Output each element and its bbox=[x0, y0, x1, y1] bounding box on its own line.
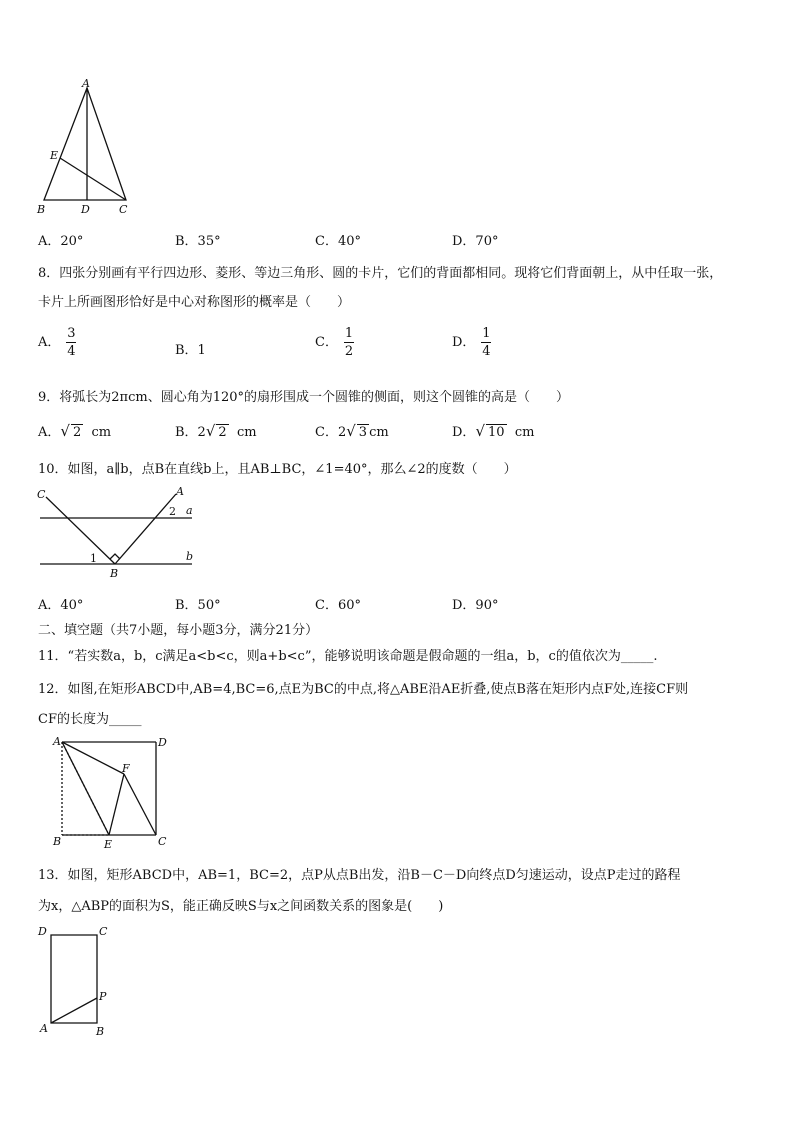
q8-option-d-prefix: D． bbox=[452, 335, 476, 350]
q8-option-c bbox=[315, 326, 354, 359]
label-line-a: a bbox=[186, 504, 193, 517]
q13-text-line1: 13．如图，矩形ABCD中，AB=1，BC=2，点P从点B出发，沿B－C－D向终点D匀速运动，设点P走过的路程 bbox=[38, 868, 681, 883]
label-c: C bbox=[158, 835, 167, 848]
label-a: A bbox=[53, 735, 61, 748]
label-c: C bbox=[37, 488, 46, 501]
q7-option-c: C．40° bbox=[315, 234, 361, 249]
segment-ba bbox=[115, 494, 176, 564]
q8-option-a-numerator: 3 bbox=[67, 326, 76, 341]
q11-text: 11．“若实数a，b，c满足a<b<c，则a+b<c”，能够说明该命题是假命题的一组a，b，c的值依次为_____. bbox=[38, 649, 658, 664]
q8-text-line1: 8．四张分别画有平行四边形、菱形、等边三角形、圆的卡片，它们的背面都相同。现将它们背面朝上，从中任取一张， bbox=[38, 266, 723, 281]
segment-fc bbox=[124, 774, 156, 835]
q9-option-a-radicand: 2 bbox=[72, 425, 82, 440]
section-heading: 二、填空题（共7小题，每小题3分，满分21分） bbox=[38, 623, 319, 638]
label-c: C bbox=[119, 203, 128, 216]
q9-option-a-prefix: A． bbox=[38, 425, 61, 440]
right-angle-mark bbox=[110, 554, 120, 559]
q8-option-b: B．1 bbox=[175, 343, 206, 358]
q9-option-b-prefix: B．2 bbox=[175, 425, 206, 440]
q7-option-b: B．35° bbox=[175, 234, 221, 249]
sqrt-icon: √ bbox=[346, 422, 356, 440]
triangle-abc bbox=[44, 88, 126, 200]
label-b: B bbox=[37, 203, 46, 216]
label-a: A bbox=[40, 1022, 48, 1035]
segment-ec bbox=[60, 158, 126, 200]
q10-option-a: A．40° bbox=[38, 598, 84, 613]
label-c: C bbox=[99, 925, 108, 938]
q8-option-c-denominator: 2 bbox=[344, 344, 354, 359]
label-angle-2: 2 bbox=[169, 505, 176, 518]
q8-option-d-numerator: 1 bbox=[482, 326, 491, 341]
q9-option-d-unit: cm bbox=[514, 425, 535, 440]
segment-af bbox=[62, 742, 124, 774]
q13-text-line2: 为x，△ABP的面积为S，能正确反映S与x之间函数关系的图象是( ) bbox=[38, 899, 444, 914]
segment-ap bbox=[51, 998, 97, 1023]
q8-option-d bbox=[452, 326, 491, 359]
q7-option-d: D．70° bbox=[452, 234, 499, 249]
q8-option-c-numerator: 1 bbox=[344, 326, 354, 341]
q10-text: 10．如图，a∥b，点B在直线b上，且AB⊥BC，∠1=40°，那么∠2的度数（ ） bbox=[38, 462, 517, 477]
q9-option-b-radicand: 2 bbox=[218, 425, 227, 440]
q9-option-c-prefix: C．2 bbox=[315, 425, 347, 440]
label-e: E bbox=[104, 838, 113, 850]
label-b: B bbox=[96, 1025, 105, 1038]
q8-option-a bbox=[38, 326, 76, 359]
q9-option-d bbox=[452, 421, 534, 440]
q9-option-d-radicand: 10 bbox=[488, 425, 505, 440]
q9-option-d-prefix: D． bbox=[452, 425, 476, 440]
q10-option-c: C．60° bbox=[315, 598, 361, 613]
segment-ae bbox=[62, 742, 109, 835]
label-angle-1: 1 bbox=[90, 552, 97, 565]
q10-option-d: D．90° bbox=[452, 598, 499, 613]
q12-figure bbox=[48, 732, 173, 850]
q12-text-line2: CF的长度为_____ bbox=[38, 712, 142, 727]
q10-figure bbox=[32, 484, 202, 580]
label-a: A bbox=[176, 485, 184, 498]
label-b: B bbox=[53, 835, 62, 848]
label-line-b: b bbox=[186, 550, 194, 563]
sqrt-icon: √ bbox=[60, 422, 70, 440]
q9-option-a bbox=[38, 421, 111, 440]
q9-option-c-unit: cm bbox=[369, 425, 389, 440]
q8-option-d-fraction bbox=[481, 326, 491, 359]
label-d: D bbox=[38, 925, 47, 938]
q12-text-line1: 12．如图,在矩形ABCD中,AB=4,BC=6,点E为BC的中点,将△ABE沿AE折叠,使点B落在矩形内点F处,连接CF则 bbox=[38, 682, 689, 697]
q9-option-a-unit: cm bbox=[91, 425, 112, 440]
label-d: D bbox=[158, 736, 167, 749]
label-f: F bbox=[122, 762, 130, 775]
label-p: P bbox=[99, 990, 107, 1003]
q9-option-b bbox=[175, 421, 257, 440]
q10-option-b: B．50° bbox=[175, 598, 221, 613]
q7-option-a: A．20° bbox=[38, 234, 84, 249]
segment-fe bbox=[109, 774, 124, 835]
label-b: B bbox=[110, 567, 119, 580]
label-d: D bbox=[81, 203, 90, 216]
q8-option-a-fraction bbox=[66, 326, 76, 359]
label-a: A bbox=[82, 78, 90, 90]
q9-option-b-unit: cm bbox=[236, 425, 257, 440]
sqrt-icon: √ bbox=[475, 422, 485, 440]
q8-option-c-fraction bbox=[344, 326, 354, 359]
q8-option-d-denominator: 4 bbox=[482, 344, 491, 359]
q9-option-c bbox=[315, 421, 389, 440]
q13-figure bbox=[35, 922, 120, 1040]
q9-text: 9．将弧长为2πcm、圆心角为120°的扇形围成一个圆锥的侧面，则这个圆锥的高是（ ） bbox=[38, 390, 570, 405]
q7-figure bbox=[30, 78, 140, 218]
q8-option-a-denominator: 4 bbox=[67, 344, 76, 359]
q8-option-c-prefix: C． bbox=[315, 335, 338, 350]
q8-option-a-prefix: A． bbox=[38, 335, 61, 350]
q8-text-line2: 卡片上所画图形恰好是中心对称图形的概率是（ ） bbox=[38, 295, 351, 310]
sqrt-icon: √ bbox=[205, 422, 216, 440]
q9-option-c-radicand: 3 bbox=[358, 425, 368, 440]
segment-bc bbox=[46, 497, 115, 564]
label-e: E bbox=[50, 149, 59, 162]
